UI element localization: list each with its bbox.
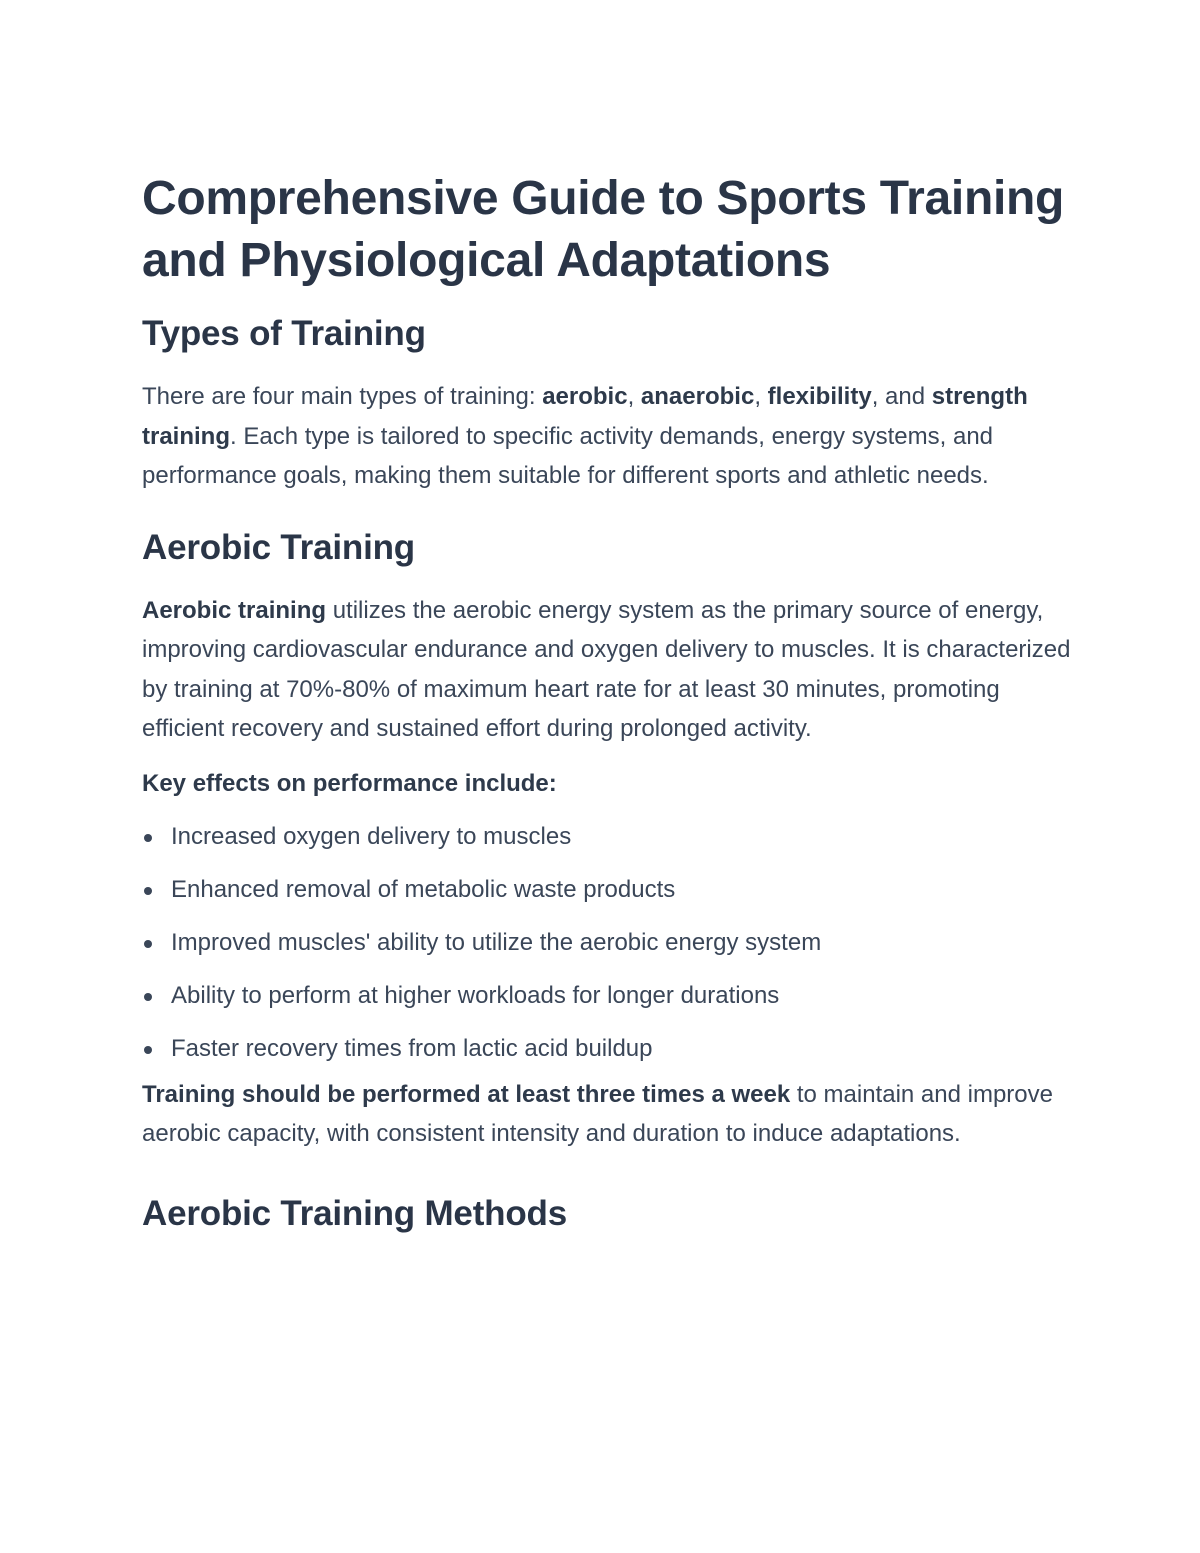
bold-aerobic: aerobic bbox=[542, 383, 628, 410]
bold-aerobic-training: Aerobic training bbox=[142, 596, 327, 624]
list-item bbox=[142, 927, 1072, 959]
bold-flexibility: flexibility bbox=[767, 383, 872, 410]
list-item-text: Enhanced removal of metabolic waste products bbox=[171, 875, 676, 903]
key-effects-list bbox=[142, 821, 1072, 1065]
key-effects-lead: Key effects on performance include: bbox=[142, 769, 557, 797]
text-run: , bbox=[754, 383, 768, 410]
list-item bbox=[142, 821, 1072, 853]
text-run: , bbox=[627, 383, 641, 410]
list-item-text: Ability to perform at higher workloads for longer durations bbox=[171, 981, 780, 1009]
bullet-dot-icon bbox=[144, 887, 152, 895]
aerobic-training-paragraph bbox=[142, 591, 1072, 749]
bold-strength-training: strength training bbox=[142, 383, 1028, 450]
types-of-training-paragraph bbox=[142, 377, 1072, 496]
bold-training-frequency: Training should be performed at least three times a week bbox=[142, 1080, 791, 1108]
section-heading-types-of-training: Types of Training bbox=[142, 314, 426, 353]
list-item-text: Faster recovery times from lactic acid buildup bbox=[171, 1034, 653, 1062]
bold-anaerobic: anaerobic bbox=[640, 383, 755, 410]
bullet-dot-icon bbox=[144, 1046, 152, 1054]
document-title: Comprehensive Guide to Sports Training and Physiological Adaptations bbox=[142, 172, 1065, 287]
bullet-dot-icon bbox=[144, 940, 152, 948]
text-run: , and bbox=[871, 383, 932, 410]
list-item bbox=[142, 1033, 1072, 1065]
training-frequency-paragraph bbox=[142, 1075, 1072, 1154]
text-run: . Each type is tailored to specific activity demands, energy systems, and performance goals, making them suitable for different sports and athletic needs. bbox=[142, 422, 994, 489]
list-item bbox=[142, 874, 1072, 906]
bullet-dot-icon bbox=[144, 993, 152, 1001]
list-item-text: Improved muscles' ability to utilize the aerobic energy system bbox=[171, 928, 822, 956]
list-item bbox=[142, 980, 1072, 1012]
section-heading-aerobic-training: Aerobic Training bbox=[142, 527, 415, 567]
bullet-dot-icon bbox=[144, 834, 152, 842]
list-item-text: Increased oxygen delivery to muscles bbox=[171, 822, 572, 850]
section-heading-aerobic-training-methods: Aerobic Training Methods bbox=[142, 1193, 567, 1233]
document-page bbox=[142, 168, 1072, 1236]
text-run: utilizes the aerobic energy system as the primary source of energy, improving cardiovascular endurance and oxygen delivery to muscles. It is characterized by training at 70%-80% of maximum heart rate for at least 30 minutes, promoting efficient recovery and sustained effort during prolonged activity. bbox=[142, 596, 1071, 742]
text-run: There are four main types of training: bbox=[142, 383, 543, 410]
text-run: to maintain and improve aerobic capacity, with consistent intensity and duration to induce adaptations. bbox=[142, 1080, 1053, 1147]
